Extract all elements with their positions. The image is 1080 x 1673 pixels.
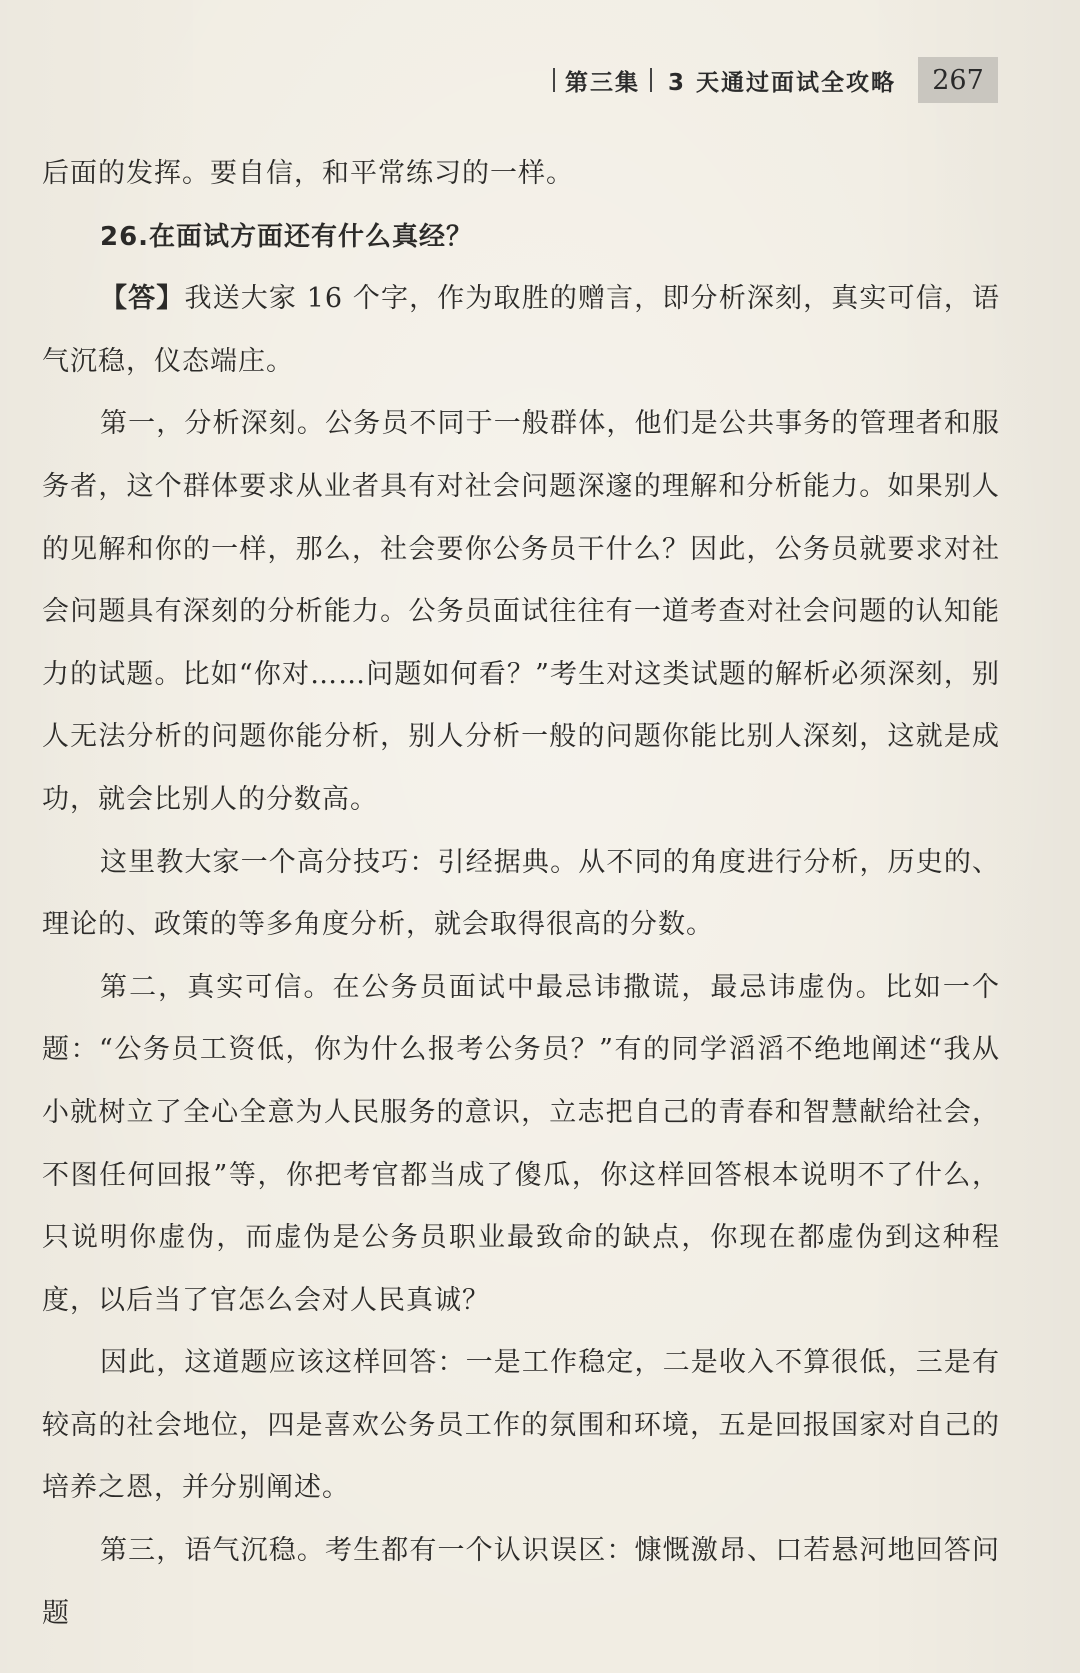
paragraph: 因此，这道题应该这样回答：一是工作稳定，二是收入不算很低，三是有较高的社会地位，四是喜欢公务员工作的氛围和环境，五是回报国家对自己的培养之恩，并分别阐述。 (42, 1347, 1000, 1504)
page-number: 267 (918, 57, 998, 103)
paragraph: 后面的发挥。要自信，和平常练习的一样。 (42, 158, 574, 189)
book-title: 3 天通过面试全攻略 (667, 69, 896, 96)
answer-paragraph (42, 268, 1000, 393)
series-label: 第三集 (564, 69, 640, 96)
paragraph: 第二，真实可信。在公务员面试中最忌讳撒谎，最忌讳虚伪。比如一个题：“公务员工资低，你为什么报考公务员？”有的同学滔滔不绝地阐述“我从小就树立了全心全意为人民服务的意识，立志把自己的青春和智慧献给社会，不图任何回报”等，你把考官都当成了傻瓜，你这样回答根本说明不了什么，只说明你虚伪，而虚伪是公务员职业最致命的缺点，你现在都虚伪到这种程度，以后当了官怎么会对人民真诚？ (42, 971, 1000, 1316)
header-divider (553, 68, 555, 92)
question-heading: 26.在面试方面还有什么真经？ (100, 221, 474, 252)
answer-label: 【答】 (100, 283, 185, 315)
answer-text: 我送大家 16 个字，作为取胜的赠言，即分析深刻，真实可信，语气沉稳，仪态端庄。 (42, 283, 1000, 377)
paragraph: 第一，分析深刻。公务员不同于一般群体，他们是公共事务的管理者和服务者，这个群体要求从业者具有对社会问题深邃的理解和分析能力。如果别人的见解和你的一样，那么，社会要你公务员干什么？因此，公务员就要求对社会问题具有深刻的分析能力。公务员面试往往有一道考查对社会问题的认知能力的试题。比如“你对……问题如何看？”考生对这类试题的解析必须深刻，别人无法分析的问题你能分析，别人分析一般的问题你能比别人深刻，这就是成功，就会比别人的分数高。 (42, 408, 1000, 815)
paragraph: 第三，语气沉稳。考生都有一个认识误区：慷慨激昂、口若悬河地回答问题 (42, 1535, 1000, 1629)
header-divider (650, 68, 652, 92)
page-body (42, 143, 1000, 1645)
running-header (543, 56, 998, 104)
paragraph: 这里教大家一个高分技巧：引经据典。从不同的角度进行分析，历史的、理论的、政策的等多角度分析，就会取得很高的分数。 (42, 846, 1000, 941)
